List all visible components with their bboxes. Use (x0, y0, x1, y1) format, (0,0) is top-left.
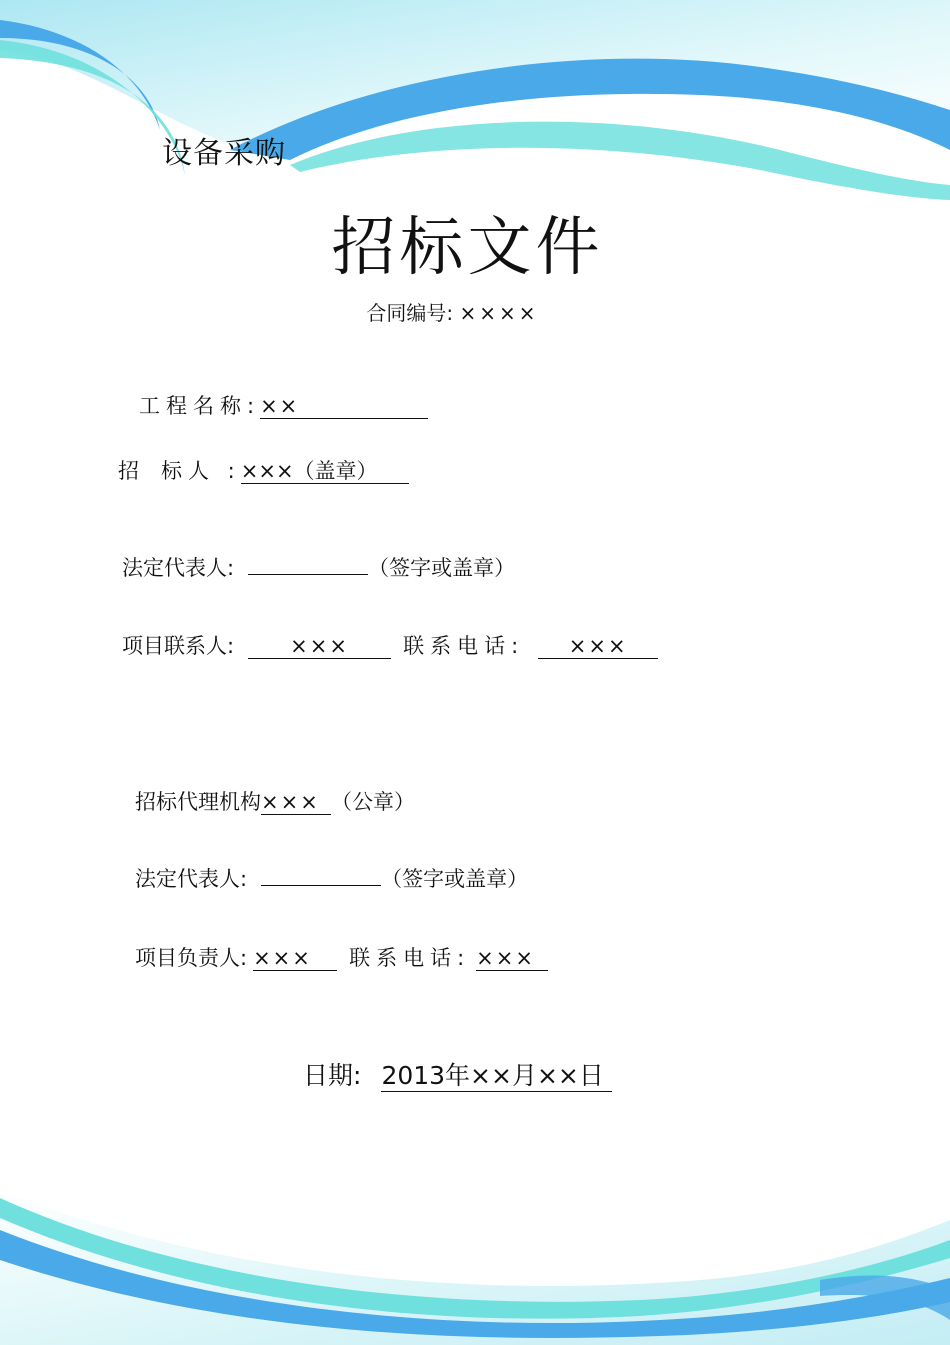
tenderer-label-a: 招 (118, 459, 139, 483)
agency-legal-rep-row (135, 863, 528, 893)
date-label: 日期: (303, 1061, 362, 1090)
tenderer-legal-rep-row (122, 552, 515, 582)
tenderer-legal-rep-label: 法定代表人: (122, 556, 235, 580)
date-row (303, 1056, 612, 1092)
agency-label: 招标代理机构 (135, 790, 261, 814)
contract-number-line (0, 297, 905, 326)
date-value: 2013年××月××日 (381, 1062, 611, 1092)
top-wave-decoration (0, 0, 950, 200)
tenderer-legal-rep-suffix: （签字或盖章） (368, 556, 516, 580)
tenderer-phone-label: 联系电话: (403, 634, 525, 658)
tenderer-legal-rep-signature-field (248, 574, 368, 575)
agency-legal-rep-signature-field (261, 885, 381, 886)
agency-manager-value: ××× (253, 946, 337, 971)
agency-manager-row (135, 942, 548, 972)
tenderer-label-b: 标人 : (161, 459, 241, 483)
agency-suffix: （公章） (331, 790, 415, 814)
agency-legal-rep-label: 法定代表人: (135, 867, 248, 891)
tenderer-row (118, 455, 409, 485)
document-category: 设备采购 (162, 136, 286, 171)
agency-row (135, 786, 415, 816)
project-name-value: ×× (260, 394, 428, 419)
project-name-row (139, 390, 428, 420)
contract-number-value: ×××× (459, 301, 539, 325)
tenderer-contact-label: 项目联系人: (122, 634, 235, 658)
project-name-label: 工程名称: (139, 394, 261, 418)
bottom-wave-decoration (0, 1160, 950, 1345)
agency-legal-rep-suffix: （签字或盖章） (381, 867, 529, 891)
tenderer-value: ×××（盖章） (241, 459, 409, 484)
tenderer-contact-value: ××× (248, 634, 391, 659)
agency-phone-label: 联系电话: (349, 946, 471, 970)
agency-value: ××× (261, 790, 331, 815)
tenderer-phone-value: ××× (538, 634, 658, 659)
agency-phone-value: ××× (476, 946, 548, 971)
document-title: 招标文件 (331, 211, 604, 285)
agency-manager-label: 项目负责人: (135, 946, 248, 970)
tenderer-contact-row (122, 630, 658, 660)
contract-number-label: 合同编号: (366, 301, 454, 325)
